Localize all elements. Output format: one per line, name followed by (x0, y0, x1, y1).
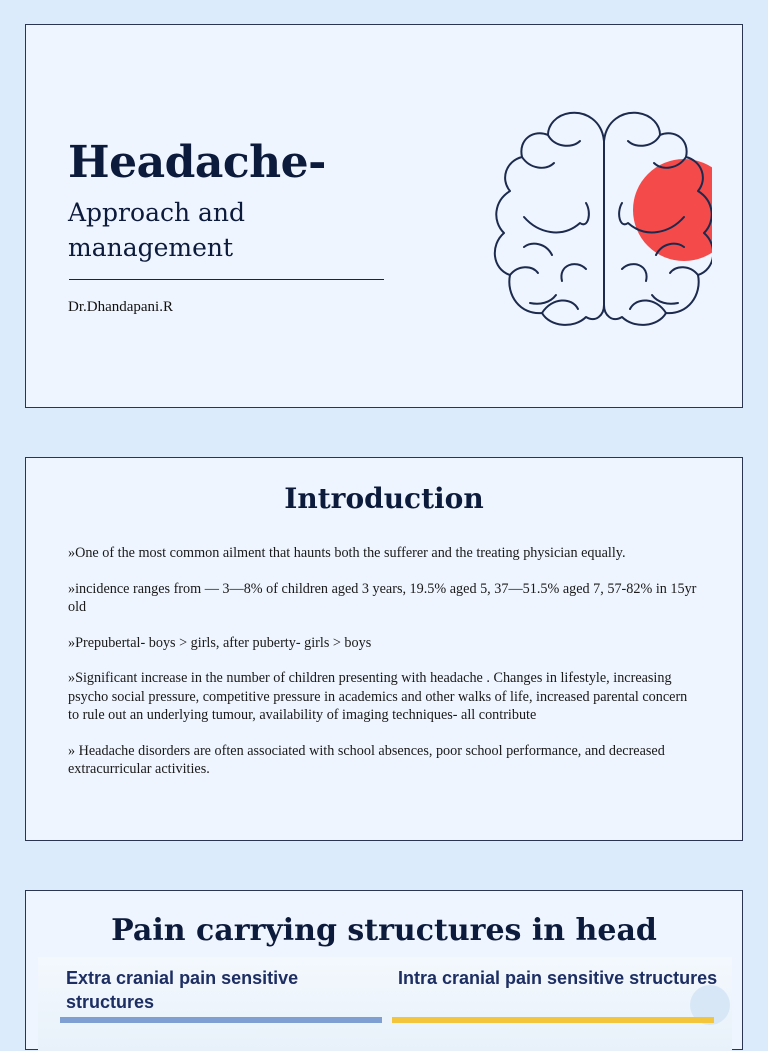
list-item: » Headache disorders are often associated with school absences, poor school performance, and decreased extracurricular activities. (68, 742, 665, 777)
list-item: »Prepubertal- boys > girls, after puberty- girls > boys (68, 634, 372, 651)
intra-cranial-bar (392, 1017, 714, 1023)
brain-icon (462, 105, 712, 335)
slide-subtitle: Approach and management (68, 198, 246, 262)
extra-cranial-bar (60, 1017, 382, 1023)
author-name: Dr.Dhandapani.R (68, 299, 173, 315)
title-divider (69, 279, 384, 280)
slide-title: Headache- (68, 137, 326, 188)
slide-title: Introduction (284, 482, 484, 515)
introduction-slide (25, 457, 743, 841)
intra-cranial-heading: Intra cranial pain sensitive structures (398, 968, 718, 988)
list-item: »incidence ranges from — 3—8% of children aged 3 years, 19.5% aged 5, 37—51.5% aged 7, 57-82% in 15yr old (68, 580, 697, 615)
bullet-list (68, 544, 698, 796)
pain-structures-slide (25, 890, 743, 1050)
structures-panel (38, 957, 732, 1051)
extra-cranial-heading: Extra cranial pain sensitive structures (66, 968, 299, 1012)
list-item: »Significant increase in the number of children presenting with headache . Changes in lifestyle, increasing psycho social pressure, competitive pressure in academics and other walks of life, increased parental concern to rule out an underlying tumour, availability of imaging techniques- all contribute (68, 670, 688, 723)
title-slide (25, 24, 743, 408)
slide-title: Pain carrying structures in head (111, 913, 657, 948)
list-item: »One of the most common ailment that haunts both the sufferer and the treating physician equally. (68, 545, 626, 561)
